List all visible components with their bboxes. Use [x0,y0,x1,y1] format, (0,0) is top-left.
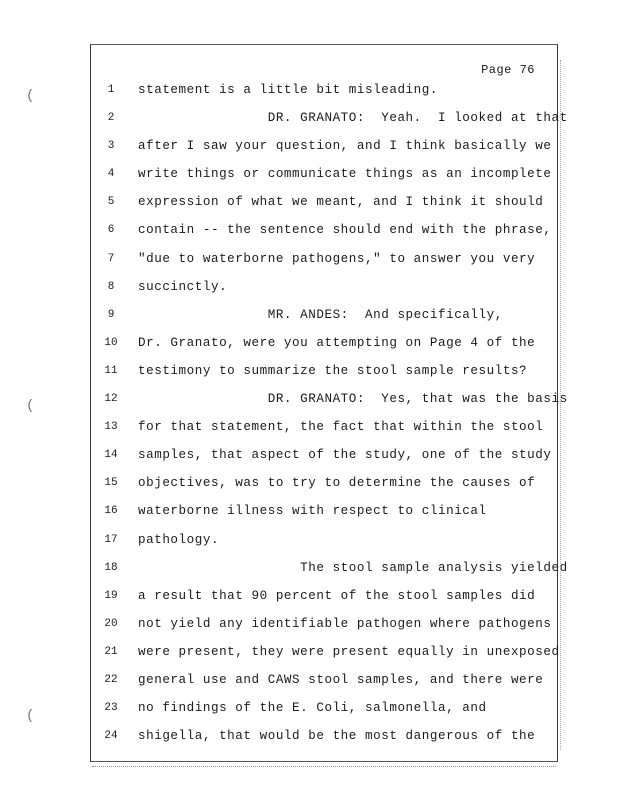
line-text: Dr. Granato, were you attempting on Page 4 of the [138,335,536,350]
line-number: 7 [107,252,115,265]
transcript-line [91,559,568,587]
line-text: for that statement, the fact that within the stool [138,420,544,435]
line-text: succinctly. [138,279,228,294]
line-text: pathology. [138,532,220,547]
line-text: after I saw your question, and I think basically we [138,139,552,154]
line-text: no findings of the E. Coli, salmonella, and [138,701,487,716]
transcript-line [91,250,557,278]
line-text: statement is a little bit misleading. [138,83,438,97]
transcript-line [91,390,568,418]
transcript-page [90,44,568,762]
line-text: general use and CAWS stool samples, and there were [138,672,544,687]
line-text: "due to waterborne pathogens," to answer you very [138,251,536,266]
line-number: 9 [107,308,115,321]
transcript-body [91,81,568,755]
page-edge-scan-artifact [560,60,563,750]
line-text: were present, they were present equally in unexposed [138,644,560,659]
transcript-line [91,193,557,221]
line-number: 1 [107,84,115,96]
line-text: samples, that aspect of the study, one of the study [138,448,552,463]
transcript-line [91,502,557,530]
transcript-line [91,643,560,671]
transcript-line [91,137,557,165]
line-number: 15 [104,477,118,490]
binder-hole-mark-middle: ( [26,398,35,414]
transcript-line [91,362,557,390]
line-text: MR. ANDES: And specifically, [138,307,503,322]
page-footer-rule [92,766,556,769]
line-number: 20 [104,617,118,630]
line-number: 2 [107,112,115,125]
transcript-line [91,221,557,249]
line-number: 8 [107,280,115,293]
line-number: 23 [104,702,118,715]
line-number: 18 [104,561,118,574]
transcript-line [91,446,557,474]
line-text: The stool sample analysis yielded [138,560,568,575]
line-number: 11 [104,364,118,377]
line-number: 24 [104,730,118,743]
line-text: write things or communicate things as an incomplete [138,167,552,182]
line-text: waterborne illness with respect to clinical [138,504,487,519]
transcript-line [91,587,557,615]
line-number: 22 [104,673,118,686]
binder-hole-mark-top: ( [26,88,35,104]
transcript-line [91,165,557,193]
transcript-line [91,278,557,306]
line-number: 21 [104,645,118,658]
line-number: 4 [107,168,115,181]
line-text: expression of what we meant, and I think it should [138,195,544,210]
line-number: 6 [107,224,115,237]
line-number: 5 [107,196,115,209]
transcript-line [91,334,557,362]
line-number: 16 [104,505,118,518]
transcript-line [91,474,557,502]
line-text: contain -- the sentence should end with the phrase, [138,223,552,238]
transcript-line [91,81,557,109]
line-text: DR. GRANATO: Yeah. I looked at that [138,111,568,126]
transcript-line [91,727,557,755]
line-text: DR. GRANATO: Yes, that was the basis [138,392,568,407]
line-text: shigella, that would be the most dangerous of the [138,729,536,744]
line-number: 3 [107,140,115,153]
transcript-line [91,109,568,137]
line-number: 13 [104,421,118,434]
transcript-line [91,531,557,559]
binder-hole-mark-bottom: ( [26,708,35,724]
transcript-line [91,671,557,699]
line-number: 19 [104,589,118,602]
line-text: not yield any identifiable pathogen where pathogens [138,616,552,631]
line-text: testimony to summarize the stool sample results? [138,363,528,378]
transcript-line [91,699,557,727]
line-number: 12 [104,393,118,406]
line-text: objectives, was to try to determine the causes of [138,476,536,491]
transcript-line [91,615,557,643]
line-number: 17 [104,533,118,546]
page-number: Page 76 [481,63,535,77]
line-text: a result that 90 percent of the stool samples did [138,588,536,603]
line-number: 14 [104,449,118,462]
line-number: 10 [104,336,118,349]
transcript-line [91,306,557,334]
transcript-line [91,418,557,446]
